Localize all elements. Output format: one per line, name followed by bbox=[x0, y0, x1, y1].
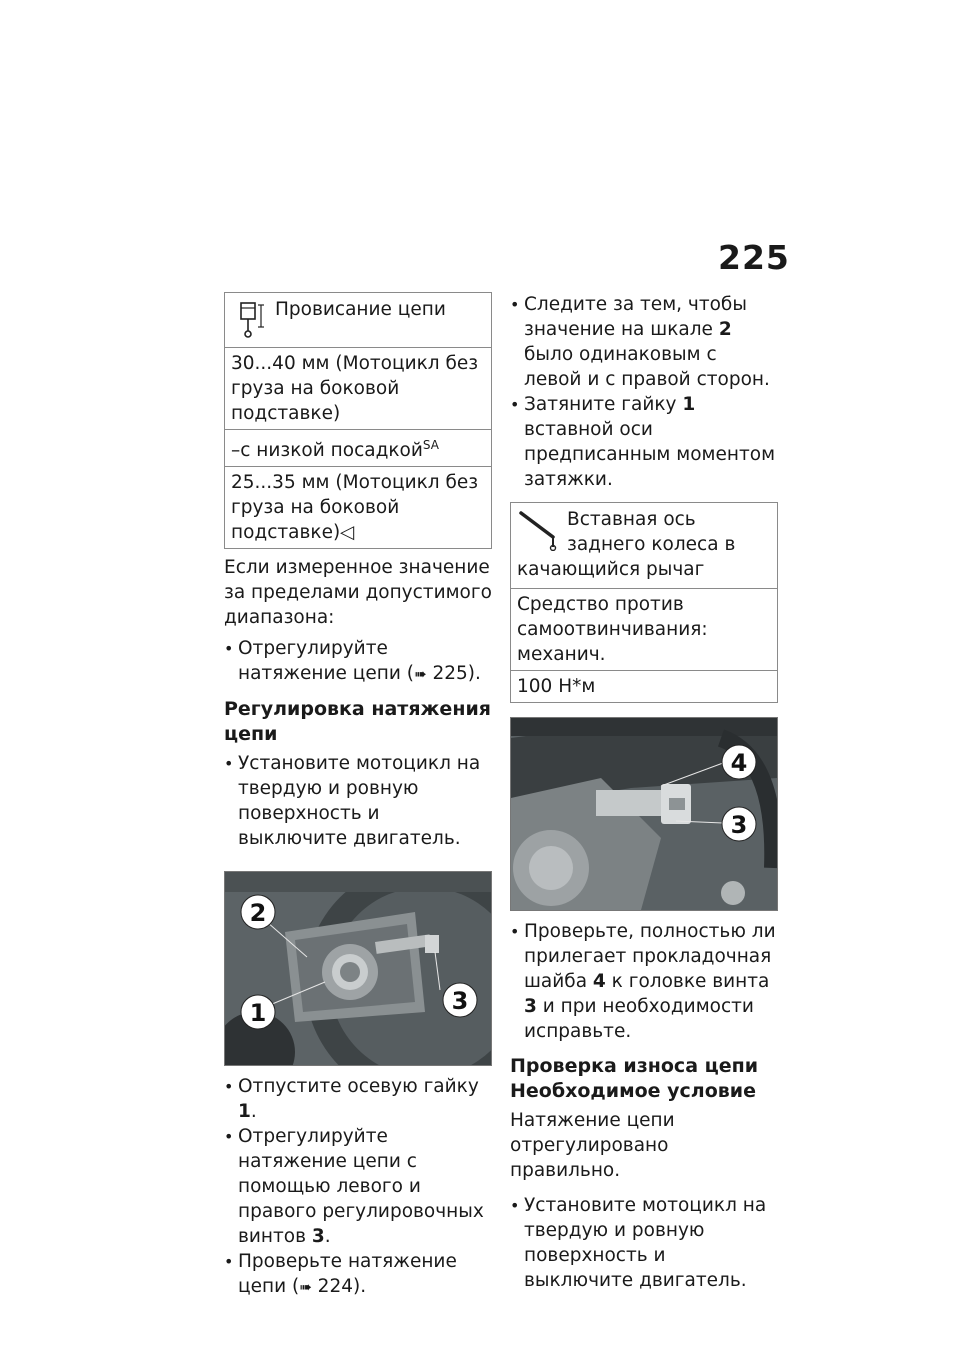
heading-precondition: Необходимое условие bbox=[510, 1080, 756, 1102]
page-number: 225 bbox=[718, 238, 790, 277]
reference-arrow-icon[interactable]: ➠ bbox=[299, 1278, 312, 1297]
torque-box-title: Вставная ось заднего колеса в качающийся рычаг bbox=[517, 509, 736, 580]
torque-spec-box bbox=[510, 502, 778, 703]
reference-arrow-icon[interactable]: ➠ bbox=[413, 665, 427, 684]
chain-sag-icon bbox=[231, 297, 275, 341]
photo-label-2 bbox=[241, 895, 275, 929]
torque-box-header bbox=[511, 503, 777, 589]
photo-axle-adjuster bbox=[224, 871, 492, 1066]
photo-label-4 bbox=[722, 745, 756, 779]
chain-sag-spec-box bbox=[224, 292, 492, 549]
page-reference-link[interactable]: 225). bbox=[432, 663, 481, 685]
svg-text:3: 3 bbox=[730, 811, 748, 839]
bullet-loosen-axle-nut: • Отпустите осевую гайку 1. bbox=[224, 1074, 492, 1124]
axle-bolt-photo-illustration bbox=[511, 718, 777, 910]
heading-chain-adjust: Регулировка натяжения цепи bbox=[224, 698, 491, 746]
spec-row-low-seat-label: –с низкой посадкой$^{SA}$ bbox=[225, 430, 491, 467]
svg-text:4: 4 bbox=[730, 749, 748, 777]
photo-axle-bolt bbox=[510, 717, 778, 911]
photo-label-3 bbox=[443, 983, 477, 1017]
bullet-check-tension: • Проверьте натяжение цепи (➠ 224). bbox=[224, 1249, 492, 1300]
bullet-adjust-tension: • Отрегулируйте натяжение цепи (➠ 225). bbox=[224, 636, 492, 687]
svg-text:2: 2 bbox=[249, 899, 267, 928]
heading-chain-wear: Проверка износа цепи bbox=[510, 1055, 759, 1077]
spec-box-title: Провисание цепи bbox=[275, 299, 446, 320]
right-column bbox=[510, 292, 778, 1293]
svg-text:3: 3 bbox=[451, 987, 469, 1016]
bullet-adjust-screws: • Отрегулируйте натяжение цепи с помощью левого и правого регулировочных винтов 3. bbox=[224, 1124, 492, 1249]
bullet-place-motorcycle: • Установите мотоцикл на твердую и ровную поверхность и выключите двигатель. bbox=[224, 751, 492, 851]
sa-superscript: SA bbox=[422, 438, 439, 452]
svg-text:1: 1 bbox=[249, 999, 267, 1028]
paragraph-out-of-range: Если измеренное значение за пределами допустимого диапазона: bbox=[224, 557, 492, 629]
bullet-scale-equal: • Следите за тем, чтобы значение на шкале 2 было одинаковым с левой и с правой сторон. bbox=[510, 292, 778, 392]
page-reference-link[interactable]: 224). bbox=[317, 1276, 367, 1298]
torque-row-locking: Средство против самоотвинчивания: механич. bbox=[511, 589, 777, 671]
torque-wrench-icon bbox=[517, 507, 561, 551]
axle-photo-illustration bbox=[225, 872, 491, 1065]
bullet-place-motorcycle-2: • Установите мотоцикл на твердую и ровную поверхность и выключите двигатель. bbox=[510, 1193, 778, 1293]
bullet-check-washer: • Проверьте, полностью ли прилегает прокладочная шайба 4 к головке винта 3 и при необходимости исправьте. bbox=[510, 919, 778, 1044]
photo-label-1 bbox=[241, 995, 275, 1029]
bullet-tighten-nut: • Затяните гайку 1 вставной оси предписанным моментом затяжки. bbox=[510, 392, 778, 492]
spec-row-standard: 30...40 мм (Мотоцикл без груза на боковой подставке) bbox=[225, 348, 491, 430]
left-column bbox=[224, 292, 492, 1300]
paragraph-precondition: Натяжение цепи отрегулировано правильно. bbox=[510, 1110, 675, 1181]
spec-box-header bbox=[225, 293, 491, 348]
spec-row-low-seat: 25...35 мм (Мотоцикл без груза на боковой подставке)◁ bbox=[231, 472, 479, 544]
photo-label-3 bbox=[722, 807, 756, 841]
torque-row-value: 100 Н*м bbox=[517, 676, 596, 697]
